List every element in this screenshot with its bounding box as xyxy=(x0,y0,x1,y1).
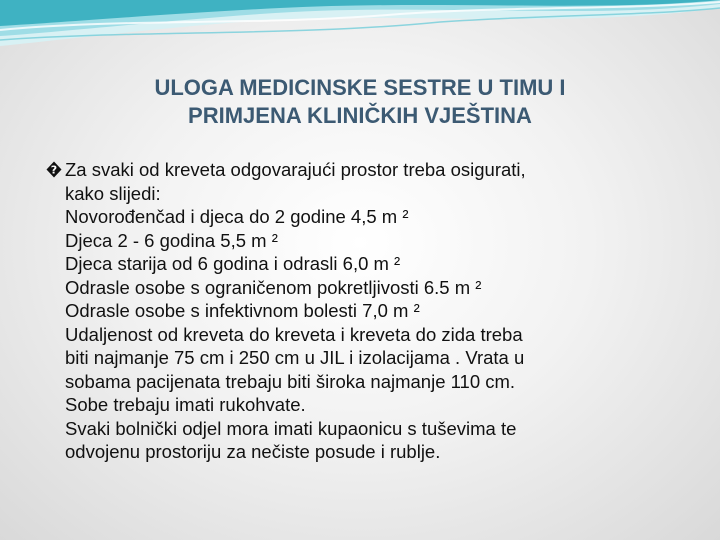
bullet-line xyxy=(46,158,686,182)
slide-body xyxy=(46,158,686,464)
missing-glyph-icon xyxy=(46,161,65,178)
body-line-2: kako slijedi: xyxy=(65,182,161,204)
body-line-11: Sobe trebaju imati rukohvate. xyxy=(65,394,306,415)
body-line-6: Odrasle osobe s ograničenom pokretljivosti 6.5 m ² xyxy=(65,276,482,298)
slide-title xyxy=(40,74,680,130)
body-line-1: Za svaki od kreveta odgovarajući prostor treba osigurati, xyxy=(65,159,526,180)
body-line-13: odvojenu prostoriju za nečiste posude i rublje. xyxy=(65,441,441,462)
body-line-5: Djeca starija od 6 godina i odrasli 6,0 m ² xyxy=(65,253,401,274)
title-line-2: PRIMJENA KLINIČKIH VJEŠTINA xyxy=(188,103,532,128)
body-line-8: Udaljenost od kreveta do kreveta i kreveta do zida treba xyxy=(65,323,523,345)
header-wave-decoration xyxy=(0,0,720,70)
body-line-4: Djeca 2 - 6 godina 5,5 m ² xyxy=(65,229,278,251)
svg-text:?: ? xyxy=(50,163,58,177)
title-line-1: ULOGA MEDICINSKE SESTRE U TIMU I xyxy=(154,75,566,100)
body-line-12: Svaki bolnički odjel mora imati kupaonicu s tuševima te xyxy=(65,417,517,439)
body-line-10: sobama pacijenata trebaju biti široka najmanje 110 cm. xyxy=(65,370,516,392)
body-line-7: Odrasle osobe s infektivnom bolesti 7,0 m ² xyxy=(65,300,420,321)
body-line-3: Novorođenčad i djeca do 2 godine 4,5 m ² xyxy=(65,206,409,227)
body-line-9: biti najmanje 75 cm i 250 cm u JIL i izolacijama . Vrata u xyxy=(65,347,525,368)
